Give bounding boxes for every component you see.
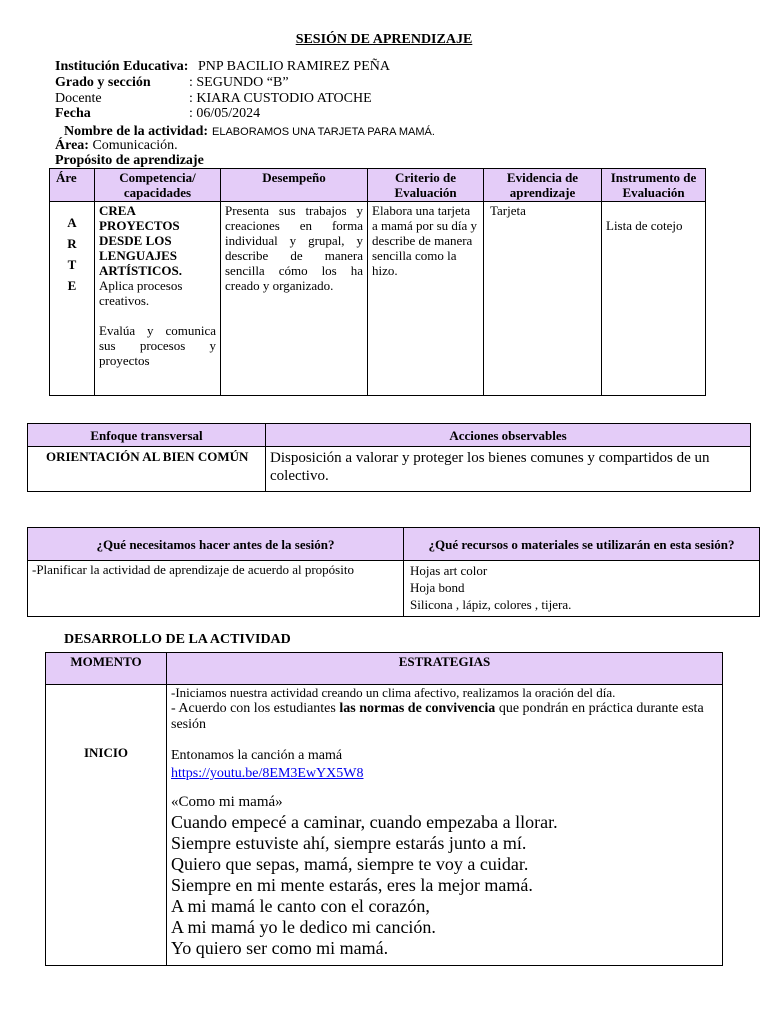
area-letter: T xyxy=(67,257,77,272)
competence-title: CREA PROYECTOS DESDE LOS LENGUAJES ARTÍSTICOS. xyxy=(99,203,182,278)
development-table xyxy=(45,652,723,966)
header-competence: Competencia/ capacidades xyxy=(95,169,221,202)
capacity-2: Evalúa y comunica sus procesos y proyectos xyxy=(99,323,216,368)
info-value: : 06/05/2024 xyxy=(189,106,261,121)
strategy-line-1: -Iniciamos nuestra actividad creando un clima afectivo, realizamos la oración del día. xyxy=(171,685,616,700)
header-evidence: Evidencia de aprendizaje xyxy=(484,169,602,202)
header-moment: MOMENTO xyxy=(46,653,167,685)
page-title: SESIÓN DE APRENDIZAJE xyxy=(295,32,473,47)
header-strategies: ESTRATEGIAS xyxy=(167,653,723,685)
area-value: Comunicación. xyxy=(92,138,178,153)
resources-cell xyxy=(404,561,760,617)
purpose-label: Propósito de aprendizaje xyxy=(55,153,204,168)
strategy-line-2-post: que pondrán en práctica durante esta sesión xyxy=(171,701,704,732)
area-letter: A xyxy=(67,215,77,230)
header-resources: ¿Qué recursos o materiales se utilizarán en esta sesión? xyxy=(404,528,760,561)
actions-cell: Disposición a valorar y proteger los bienes comunes y compartidos de un colectivo. xyxy=(266,447,751,492)
header-before: ¿Qué necesitamos hacer antes de la sesión? xyxy=(28,528,404,561)
criteria-cell: Elabora una tarjeta a mamá por su día y describe de manera sencilla como la hizo. xyxy=(368,202,484,396)
area-line xyxy=(55,138,178,154)
performance-cell: Presenta sus trabajos y creaciones en forma individual y grupal, y describe de manera sencilla cómo los ha creado y organizado. xyxy=(221,202,368,396)
song-line: A mi mamá le canto con el corazón, xyxy=(171,896,430,916)
info-label: Grado y sección xyxy=(55,75,151,90)
info-teacher xyxy=(55,91,372,107)
info-value: : KIARA CUSTODIO ATOCHE xyxy=(189,91,372,106)
info-institution xyxy=(55,59,390,75)
competence-cell xyxy=(95,202,221,396)
info-label: Institución Educativa: xyxy=(55,59,189,74)
transversal-table xyxy=(27,423,751,492)
info-value: : SEGUNDO “B” xyxy=(189,75,289,90)
strategy-line-2-bold: las normas de convivencia xyxy=(339,701,496,716)
info-label: Fecha xyxy=(55,106,91,121)
capacity-1: Aplica procesos creativos. xyxy=(99,278,183,308)
resource-item: Hoja bond xyxy=(410,580,465,595)
strategy-line-2-pre: - Acuerdo con los estudiantes xyxy=(171,701,340,716)
header-actions: Acciones observables xyxy=(266,424,751,447)
header-area: Áre xyxy=(50,169,95,202)
activity-value: ELABORAMOS UNA TARJETA PARA MAMÁ. xyxy=(212,126,435,138)
strategy-line-2 xyxy=(171,701,718,733)
resource-item: Hojas art color xyxy=(410,563,488,578)
song-line: A mi mamá yo le dedico mi canción. xyxy=(171,917,436,937)
development-title: DESARROLLO DE LA ACTIVIDAD xyxy=(64,632,291,647)
song-line: Cuando empecé a caminar, cuando empezaba a llorar. xyxy=(171,812,558,832)
info-value: PNP BACILIO RAMIREZ PEÑA xyxy=(198,59,390,74)
song-line: Siempre en mi mente estarás, eres la mejor mamá. xyxy=(171,875,533,895)
song-line: Yo quiero ser como mi mamá. xyxy=(171,938,389,958)
header-approach: Enfoque transversal xyxy=(28,424,266,447)
area-letter: E xyxy=(67,278,77,293)
before-cell: -Planificar la actividad de aprendizaje de acuerdo al propósito xyxy=(28,561,404,617)
area-letter: R xyxy=(67,236,77,251)
header-criteria: Criterio de Evaluación xyxy=(368,169,484,202)
header-performance: Desempeño xyxy=(221,169,368,202)
info-date xyxy=(55,106,261,122)
competences-table xyxy=(49,168,706,396)
song-intro: Entonamos la canción a mamá xyxy=(171,748,343,763)
strategies-cell xyxy=(167,685,723,966)
evidence-cell: Tarjeta xyxy=(484,202,602,396)
approach-cell: ORIENTACIÓN AL BIEN COMÚN xyxy=(28,447,266,492)
preparation-table xyxy=(27,527,760,617)
resource-item: Silicona , lápiz, colores , tijera. xyxy=(410,597,572,612)
song-line: Siempre estuviste ahí, siempre estarás junto a mí. xyxy=(171,833,527,853)
song-title: «Como mi mamá» xyxy=(171,794,283,810)
info-label: Docente xyxy=(55,91,102,106)
header-instrument: Instrumento de Evaluación xyxy=(602,169,706,202)
activity-label: Nombre de la actividad: xyxy=(64,124,209,139)
area-label: Área: xyxy=(55,138,89,153)
info-grade xyxy=(55,75,289,91)
instrument-cell: Lista de cotejo xyxy=(602,202,706,396)
song-link[interactable]: https://youtu.be/8EM3EwYX5W8 xyxy=(171,766,364,781)
moment-cell: INICIO xyxy=(46,685,167,966)
song-line: Quiero que sepas, mamá, siempre te voy a cuidar. xyxy=(171,854,529,874)
area-letters xyxy=(50,202,95,396)
